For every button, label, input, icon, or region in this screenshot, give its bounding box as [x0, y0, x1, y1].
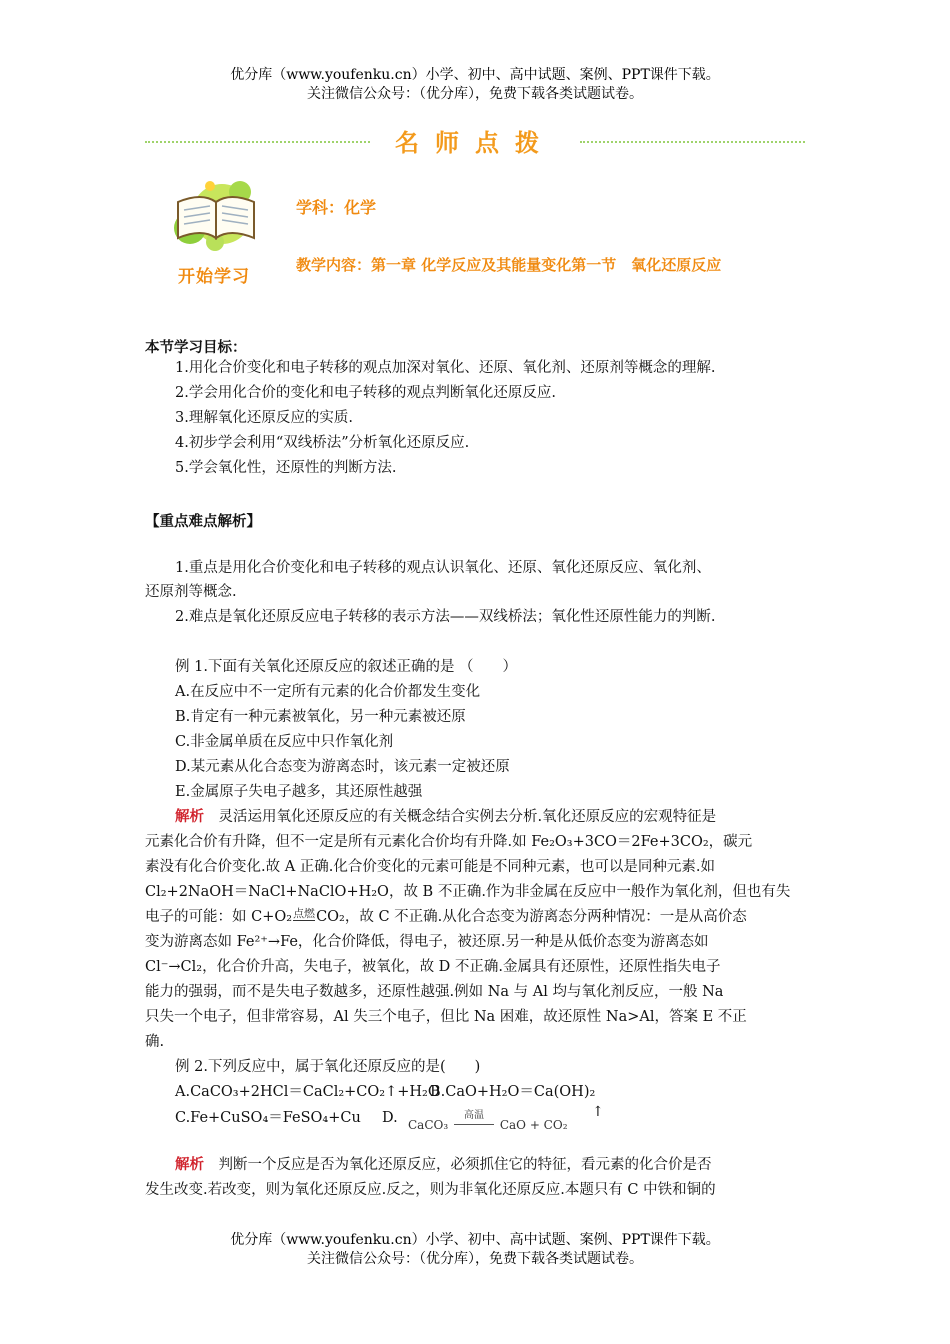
- example-2-question: 例 2.下列反应中，属于氧化还原反应的是( ): [175, 1059, 481, 1075]
- key-points-heading: 【重点难点解析】: [145, 514, 261, 530]
- banner-title: 名师点拨: [395, 129, 555, 157]
- example-2-option-a: A.CaCO₃+2HCl＝CaCl₂+CO₂↑+H₂O: [175, 1084, 440, 1100]
- analysis-label: 解析: [175, 809, 204, 825]
- banner-divider-left: [145, 141, 370, 143]
- equation-left: 电子的可能：如 C+O₂: [145, 909, 293, 925]
- subject-label: 学科：化学: [296, 198, 377, 217]
- example-1-analysis-line-2: 元素化合价有升降，但不一定是所有元素化合价均有升降.如 Fe₂O₃+3CO＝2Fe+3CO₂，碳元: [145, 834, 753, 850]
- example-1-analysis-line-6: 变为游离态如 Fe²⁺→Fe，化合价降低，得电子，被还原.另一种是从低价态变为游离态如: [145, 934, 709, 950]
- option-e: E.金属原子失电子越多，其还原性越强: [175, 784, 423, 800]
- objective-item: 5.学会氧化性，还原性的判断方法.: [175, 460, 397, 476]
- key-point-2: 2.难点是氧化还原反应电子转移的表示方法——双线桥法；氧化性还原性能力的判断.: [175, 609, 716, 625]
- gas-arrow: ↑: [592, 1104, 604, 1120]
- header-line-2: 关注微信公众号：（优分库），免费下载各类试题试卷。: [307, 86, 643, 102]
- objective-item: 1.用化合价变化和电子转移的观点加深对氧化、还原、氧化剂、还原剂等概念的理解.: [175, 360, 716, 376]
- header-line-1: 优分库（www.youfenku.cn）小学、初中、高中试题、案例、PPT课件下载。: [230, 67, 720, 83]
- banner-divider-right: [580, 141, 805, 143]
- footer-line-1: 优分库（www.youfenku.cn）小学、初中、高中试题、案例、PPT课件下载。: [230, 1232, 720, 1248]
- example-2-analysis-line-2: 发生改变.若改变，则为氧化还原反应.反之，则为非氧化还原反应.本题只有 C 中铁和铜的: [145, 1182, 716, 1198]
- example-2-option-c: C.Fe+CuSO₄＝FeSO₄+Cu: [175, 1110, 361, 1126]
- equation-condition-arrow: [452, 1110, 496, 1132]
- heat-condition: 高温: [464, 1110, 484, 1121]
- option-c: C.非金属单质在反应中只作氧化剂: [175, 734, 394, 750]
- option-a: A.在反应中不一定所有元素的化合价都发生变化: [175, 684, 481, 700]
- option-b: B.肯定有一种元素被氧化，另一种元素被还原: [175, 709, 466, 725]
- example-2-option-b: B.CaO+H₂O＝Ca(OH)₂: [430, 1084, 596, 1100]
- objective-item: 2.学会用化合价的变化和电子转移的观点判断氧化还原反应.: [175, 385, 556, 401]
- key-point-1-line-2: 还原剂等概念.: [145, 584, 237, 600]
- analysis-text: 灵活运用氧化还原反应的有关概念结合实例去分析.氧化还原反应的宏观特征是: [204, 809, 717, 825]
- footer-line-2: 关注微信公众号：（优分库），免费下载各类试题试卷。: [307, 1251, 643, 1267]
- example-1-analysis-line-4: Cl₂+2NaOH＝NaCl+NaClO+H₂O，故 B 不正确.作为非金属在反应中一般作为氧化剂，但也有失: [145, 884, 791, 900]
- example-1-analysis-line-5: [145, 905, 810, 930]
- logo-caption: 开始学习: [178, 267, 250, 287]
- example-1-question: 例 1.下面有关氧化还原反应的叙述正确的是 （ ）: [175, 659, 518, 675]
- objectives-list: [175, 356, 715, 481]
- example-1-options: [175, 680, 510, 805]
- objective-item: 4.初步学会利用“双线桥法”分析氧化还原反应.: [175, 435, 470, 451]
- example-1-analysis-line-3: 素没有化合价变化.故 A 正确.化合价变化的元素可能是不同种元素，也可以是同种元素.如: [145, 859, 716, 875]
- teaching-content: 教学内容：第一章 化学反应及其能量变化第一节 氧化还原反应: [296, 256, 722, 274]
- example-1-analysis-line-10: 确.: [145, 1034, 165, 1050]
- example-2-analysis-line-1: [145, 1153, 810, 1178]
- reaction-condition: 点燃: [293, 907, 316, 920]
- equation-right: CO₂，故 C 不正确.从化合态变为游离态分两种情况：一是从高价态: [316, 909, 747, 925]
- analysis-label: 解析: [175, 1157, 204, 1173]
- equation-reactant: CaCO₃: [408, 1118, 449, 1132]
- key-point-1-line-1: 1.重点是用化合价变化和电子转移的观点认识氧化、还原、氧化还原反应、氧化剂、: [175, 560, 711, 576]
- example-1-analysis-line-8: 能力的强弱，而不是失电子数越多，还原性越强.例如 Na 与 Al 均与氧化剂反应，一般 Na: [145, 984, 724, 1000]
- option-d: D.某元素从化合态变为游离态时，该元素一定被还原: [175, 759, 510, 775]
- objectives-heading: 本节学习目标：: [145, 340, 247, 356]
- example-1-analysis-line-9: 只失一个电子，但非常容易，Al 失三个电子，但比 Na 困难，故还原性 Na>Al，答案 E 不正: [145, 1009, 747, 1025]
- equation-products: CaO + CO₂: [499, 1118, 568, 1132]
- example-1-analysis-line-1: [145, 805, 810, 830]
- example-2-option-d-equation: [408, 1110, 568, 1132]
- example-2-option-d-label: D.: [382, 1110, 398, 1126]
- objective-item: 3.理解氧化还原反应的实质.: [175, 410, 353, 426]
- analysis-text: 判断一个反应是否为氧化还原反应，必须抓住它的特征，看元素的化合价是否: [204, 1157, 712, 1173]
- example-1-analysis-line-7: Cl⁻→Cl₂，化合价升高，失电子，被氧化，故 D 不正确.金属具有还原性，还原性指失电子: [145, 959, 721, 975]
- start-learning-logo: [160, 172, 272, 288]
